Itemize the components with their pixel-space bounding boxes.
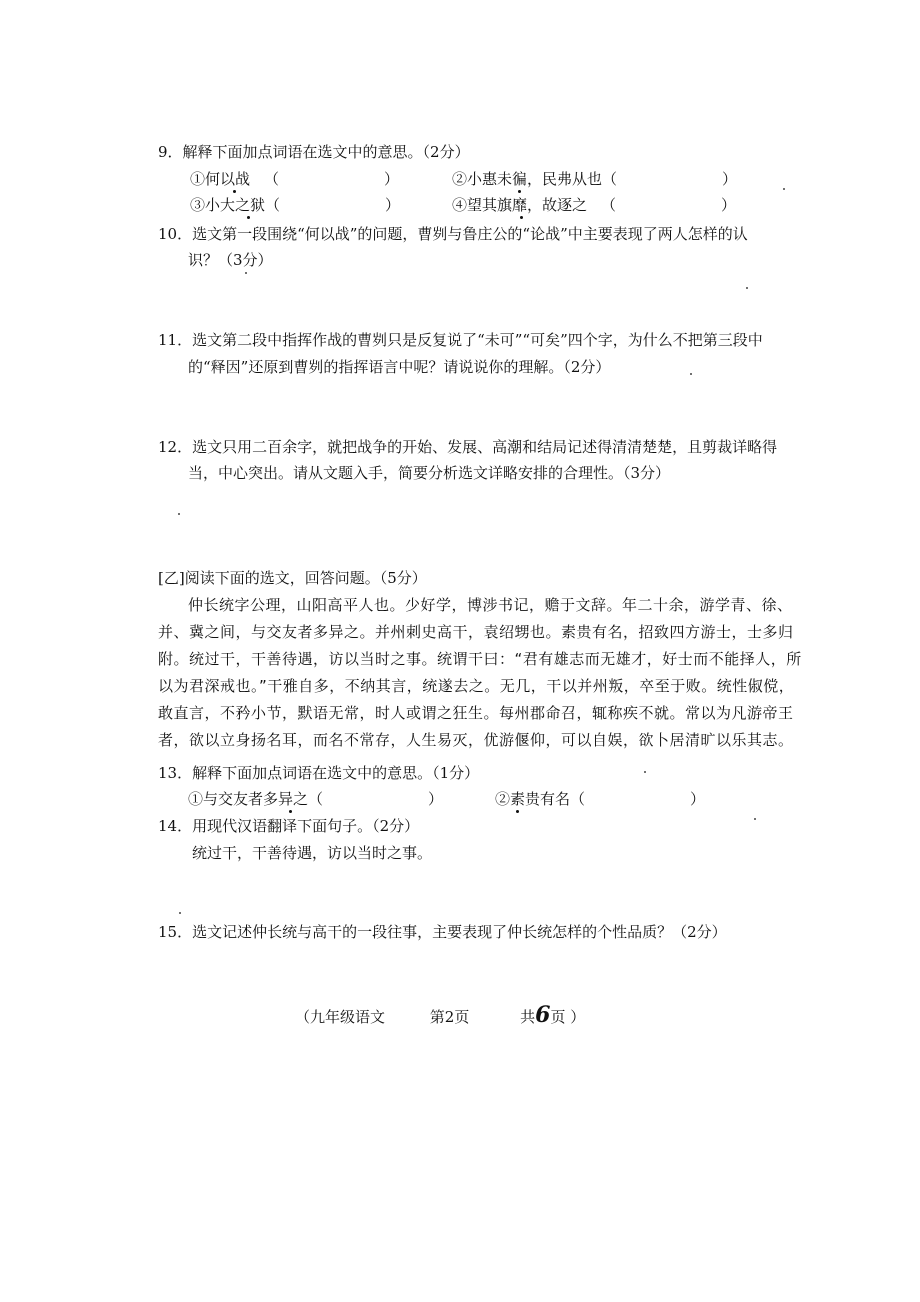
passage-line: 附。统过干，干善待遇，访以当时之事。统谓干曰：“君有雄志而无雄才，好士而不能择人，所	[158, 650, 802, 668]
footer-total-prefix: 共	[520, 1008, 536, 1026]
section-b-heading: [乙]阅读下面的选文，回答问题。（5分）	[158, 569, 427, 587]
scan-speck	[690, 373, 692, 375]
q9-item-1-blank[interactable]: （ ）	[264, 170, 400, 188]
q10-line-1: 10．选文第一段围绕“何以战”的问题，曹刿与鲁庄公的“论战”中主要表现了两人怎样的认	[158, 225, 748, 243]
footer-subject: （九年级语文	[295, 1008, 386, 1026]
footer-total-handwritten: 6	[535, 1002, 551, 1028]
q13-item-1-label: ①与交友者多异之	[188, 790, 309, 808]
q9-stem: 9．解释下面加点词语在选文中的意思。（2分）	[158, 143, 470, 161]
scan-speck	[754, 818, 756, 820]
q13-item-2-blank[interactable]: （ ）	[570, 790, 706, 808]
footer-page-number: 第2页	[429, 1008, 470, 1026]
passage-line: 者，欲以立身扬名耳，而名不常存，人生易灭，优游偃仰，可以自娱，欲卜居清旷以乐其志。	[158, 731, 794, 749]
q9-item-2	[452, 169, 737, 189]
q13-stem: 13．解释下面加点词语在选文中的意思。（1分）	[158, 764, 480, 782]
q14-stem: 14．用现代汉语翻译下面句子。（2分）	[158, 817, 420, 835]
q13-item-1	[188, 789, 443, 809]
footer-total-suffix: 页 ）	[550, 1008, 586, 1026]
passage-line: 并、冀之间，与交友者多异之。并州刺史高干，袁绍甥也。素贵有名，招致四方游士，士多归	[158, 623, 794, 641]
scan-speck	[245, 272, 247, 274]
q14-sentence: 统过干，干善待遇，访以当时之事。	[192, 844, 433, 862]
scan-speck	[178, 513, 180, 515]
page-footer	[295, 1002, 586, 1028]
q9-item-4-blank[interactable]: （ ）	[601, 196, 737, 214]
emphasis-dot	[247, 216, 250, 219]
q13-item-2	[495, 789, 705, 809]
scan-speck	[179, 912, 181, 914]
q13-item-2-label: ②素贵有名	[495, 790, 571, 808]
q15-stem: 15．选文记述仲长统与高干的一段往事，主要表现了仲长统怎样的个性品质？（2分）	[158, 923, 727, 941]
q9-item-3-blank[interactable]: （ ）	[265, 196, 401, 214]
scan-speck	[783, 188, 785, 190]
q9-item-2-label: ②小惠未徧，民弗从也	[452, 170, 603, 188]
q11-line-2: 的“释因”还原到曹刿的指挥语言中呢？请说说你的理解。（2分）	[188, 358, 611, 376]
scan-speck	[746, 287, 748, 289]
q9-item-4-label: ④望其旗靡，故逐之	[452, 196, 588, 214]
q9-item-1	[190, 169, 399, 189]
emphasis-dot	[233, 190, 236, 193]
passage-line: 敢直言，不矜小节，默语无常，时人或谓之狂生。每州郡命召，辄称疾不就。常以为凡游帝王	[158, 704, 794, 722]
q11-line-1: 11．选文第二段中指挥作战的曹刿只是反复说了“未可”“可矣”四个字，为什么不把第三段中	[158, 331, 763, 349]
passage-line: 仲长统字公理，山阳高平人也。少好学，博涉书记，赡于文辞。年二十余，游学青、徐、	[188, 596, 793, 614]
q9-item-3	[190, 195, 400, 215]
emphasis-dot	[516, 810, 519, 813]
q9-item-4	[452, 195, 736, 215]
q9-item-3-label: ③小大之狱	[190, 196, 266, 214]
emphasis-dot	[289, 810, 292, 813]
passage-line: 以为君深戒也。”干雅自多，不纳其言，统遂去之。无几，干以并州叛，卒至于败。统性俶傥，	[158, 677, 795, 695]
emphasis-dot	[520, 216, 523, 219]
q10-line-2: 识？（3分）	[188, 251, 273, 269]
q12-line-2: 当，中心突出。请从文题入手，简要分析选文详略安排的合理性。（3分）	[188, 464, 671, 482]
passage	[158, 592, 828, 754]
q9-item-2-blank[interactable]: （ ）	[602, 170, 738, 188]
emphasis-dot	[518, 190, 521, 193]
q13-item-1-blank[interactable]: （ ）	[308, 790, 444, 808]
scan-speck	[644, 771, 646, 773]
q12-line-1: 12．选文只用二百余字，就把战争的开始、发展、高潮和结局记述得清清楚楚，且剪裁详略得	[158, 438, 778, 456]
q9-item-1-label: ①何以战	[190, 170, 251, 188]
